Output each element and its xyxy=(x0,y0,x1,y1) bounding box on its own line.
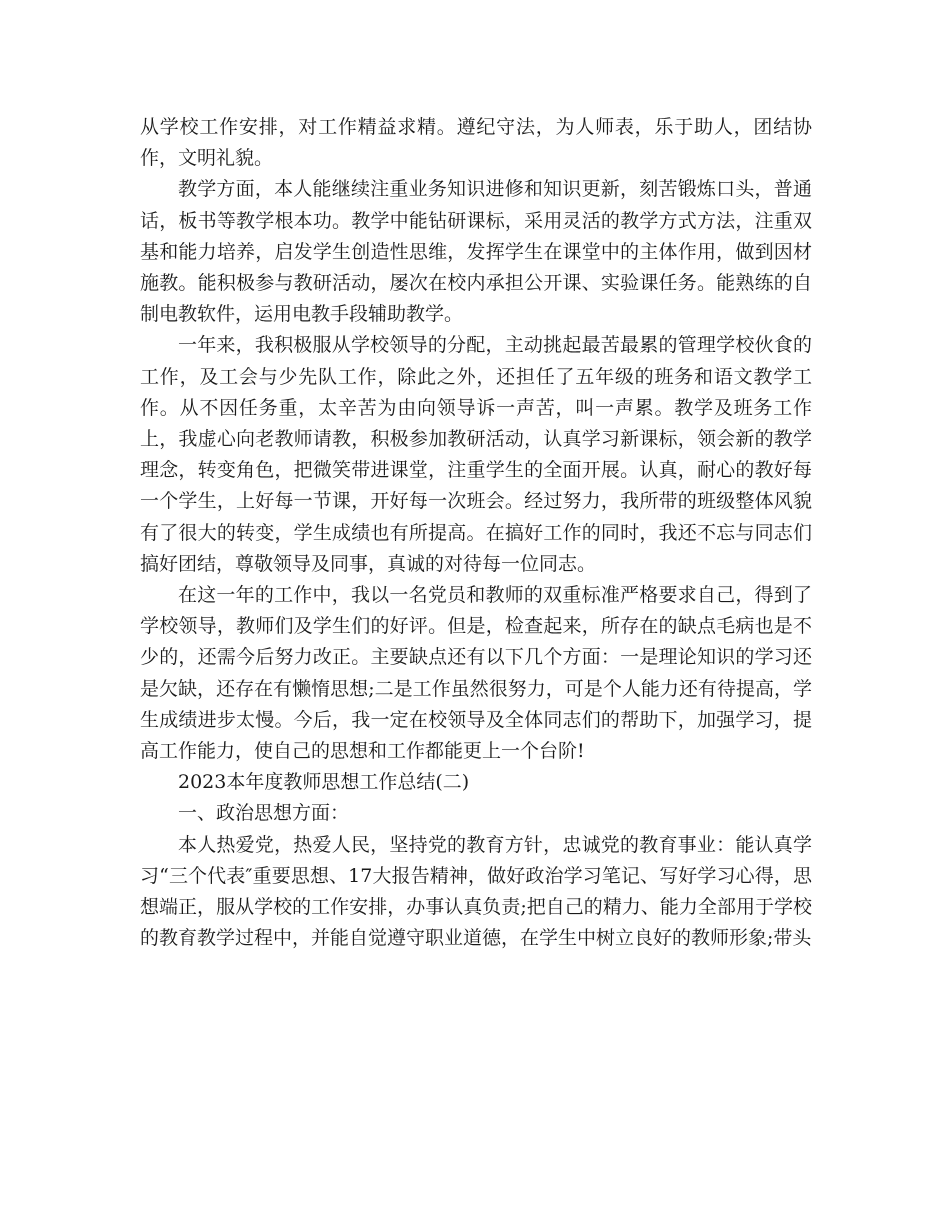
subsection-title: 一、政治思想方面： xyxy=(178,802,350,825)
paragraph-continuation: 从学校工作安排，对工作精益求精。遵纪守法，为人师表，乐于助人，团结协作，文明礼貌。 xyxy=(140,116,812,170)
paragraph-political: 本人热爱党，热爱人民，坚持党的教育方针，忠诚党的教育事业：能认真学习“三个代表″重要思想、17大报告精神，做好政治学习笔记、写好学习心得，思想端正，服从学校的工作安排，办事认真负责;把自己的精力、能力全部用于学校的教育教学过程中，并能自觉遵守职业道德，在学生中树立良好的教师形象;带头 xyxy=(140,833,812,950)
document-body xyxy=(140,112,812,954)
paragraph-teaching: 教学方面，本人能继续注重业务知识进修和知识更新，刻苦锻炼口头，普通话，板书等教学根本功。教学中能钻研课标，采用灵活的教学方式方法，注重双基和能力培养，启发学生创造性思维，发挥学生在课堂中的主体作用，做到因材施教。能积极参与教研活动，屡次在校内承担公开课、实验课任务。能熟练的自制电教软件，运用电教手段辅助教学。 xyxy=(140,178,812,326)
section-title: 2023本年度教师思想工作总结(二) xyxy=(178,771,470,794)
paragraph-self-assessment: 在这一年的工作中，我以一名党员和教师的双重标准严格要求自己，得到了学校领导，教师们及学生们的好评。但是，检查起来，所存在的缺点毛病也是不少的，还需今后努力改正。主要缺点还有以下几个方面：一是理论知识的学习还是欠缺，还存在有懒惰思想;二是工作虽然很努力，可是个人能力还有待提高，学生成绩进步太慢。今后，我一定在校领导及全体同志们的帮助下，加强学习，提高工作能力，使自己的思想和工作都能更上一个台阶! xyxy=(140,584,812,763)
paragraph-year-review: 一年来，我积极服从学校领导的分配，主动挑起最苦最累的管理学校伙食的工作，及工会与少先队工作，除此之外，还担任了五年级的班务和语文教学工作。从不因任务重，太辛苦为由向领导诉一声苦，叫一声累。教学及班务工作上，我虚心向老教师请教，积极参加教研活动，认真学习新课标，领会新的教学理念，转变角色，把微笑带进课堂，注重学生的全面开展。认真，耐心的教好每一个学生，上好每一节课，开好每一次班会。经过努力，我所带的班级整体风貌有了很大的转变，学生成绩也有所提高。在搞好工作的同时，我还不忘与同志们搞好团结，尊敬领导及同事，真诚的对待每一位同志。 xyxy=(140,334,812,575)
